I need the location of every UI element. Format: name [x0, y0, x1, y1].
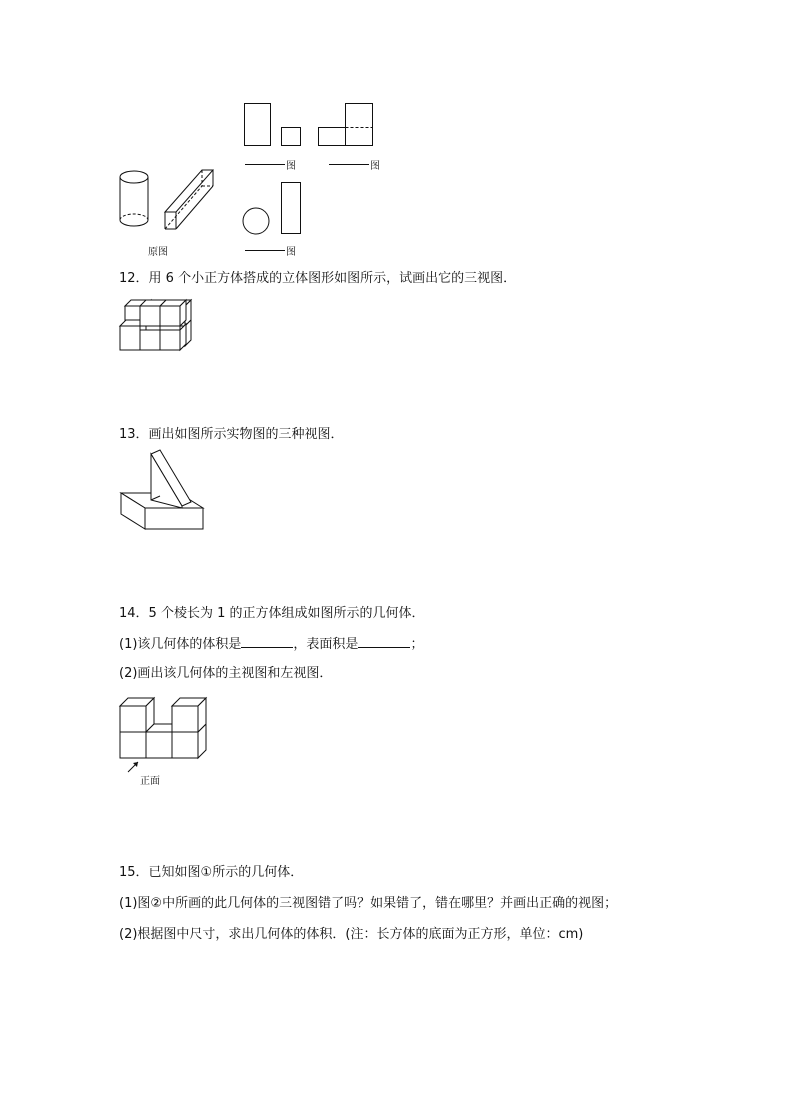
view-1-label: 图 — [286, 161, 296, 172]
surface-area-answer-blank[interactable] — [358, 636, 410, 648]
question-14-part-1 — [119, 636, 423, 653]
question-14-part-1-suffix: ； — [410, 637, 424, 652]
question-14-part-2: (2)画出该几何体的主视图和左视图． — [119, 666, 333, 681]
question-14-text: 14．5 个棱长为 1 的正方体组成如图所示的几何体． — [119, 606, 425, 621]
question-15-part-1: (1)图②中所画的此几何体的三视图错了吗？如果错了，错在哪里？并画出正确的视图； — [119, 896, 618, 911]
question-15-part-2: (2)根据图中尺寸，求出几何体的体积．(注：长方体的底面为正方形，单位：cm) — [119, 927, 584, 942]
question-15-text: 15．已知如图①所示的几何体． — [119, 865, 304, 880]
question-14-part-1-middle: ，表面积是 — [293, 637, 359, 652]
view-1-shapes — [244, 103, 304, 149]
question-12-cubes-figure — [118, 300, 198, 354]
question-13-object-figure — [119, 450, 209, 532]
question-14-cubes-figure — [118, 698, 212, 764]
question-14-part-1-prefix: (1)该几何体的体积是 — [119, 637, 242, 652]
question-12-text: 12．用 6 个小正方体搭成的立体图形如图所示，试画出它的三视图． — [119, 271, 517, 286]
question-13-text: 13．画出如图所示实物图的三种视图． — [119, 427, 344, 442]
original-figure-label: 原图 — [148, 247, 168, 258]
cylinder-figure — [117, 168, 153, 230]
view-2-blank — [329, 164, 369, 165]
view-3-shapes — [242, 182, 304, 236]
volume-answer-blank[interactable] — [241, 636, 293, 648]
view-3-label: 图 — [286, 247, 296, 258]
view-3-blank — [245, 250, 285, 251]
prism-figure — [162, 167, 218, 233]
view-1-blank — [245, 164, 285, 165]
view-2-label: 图 — [370, 161, 380, 172]
front-direction-label: 正面 — [140, 776, 160, 787]
view-2-shapes — [318, 103, 378, 149]
